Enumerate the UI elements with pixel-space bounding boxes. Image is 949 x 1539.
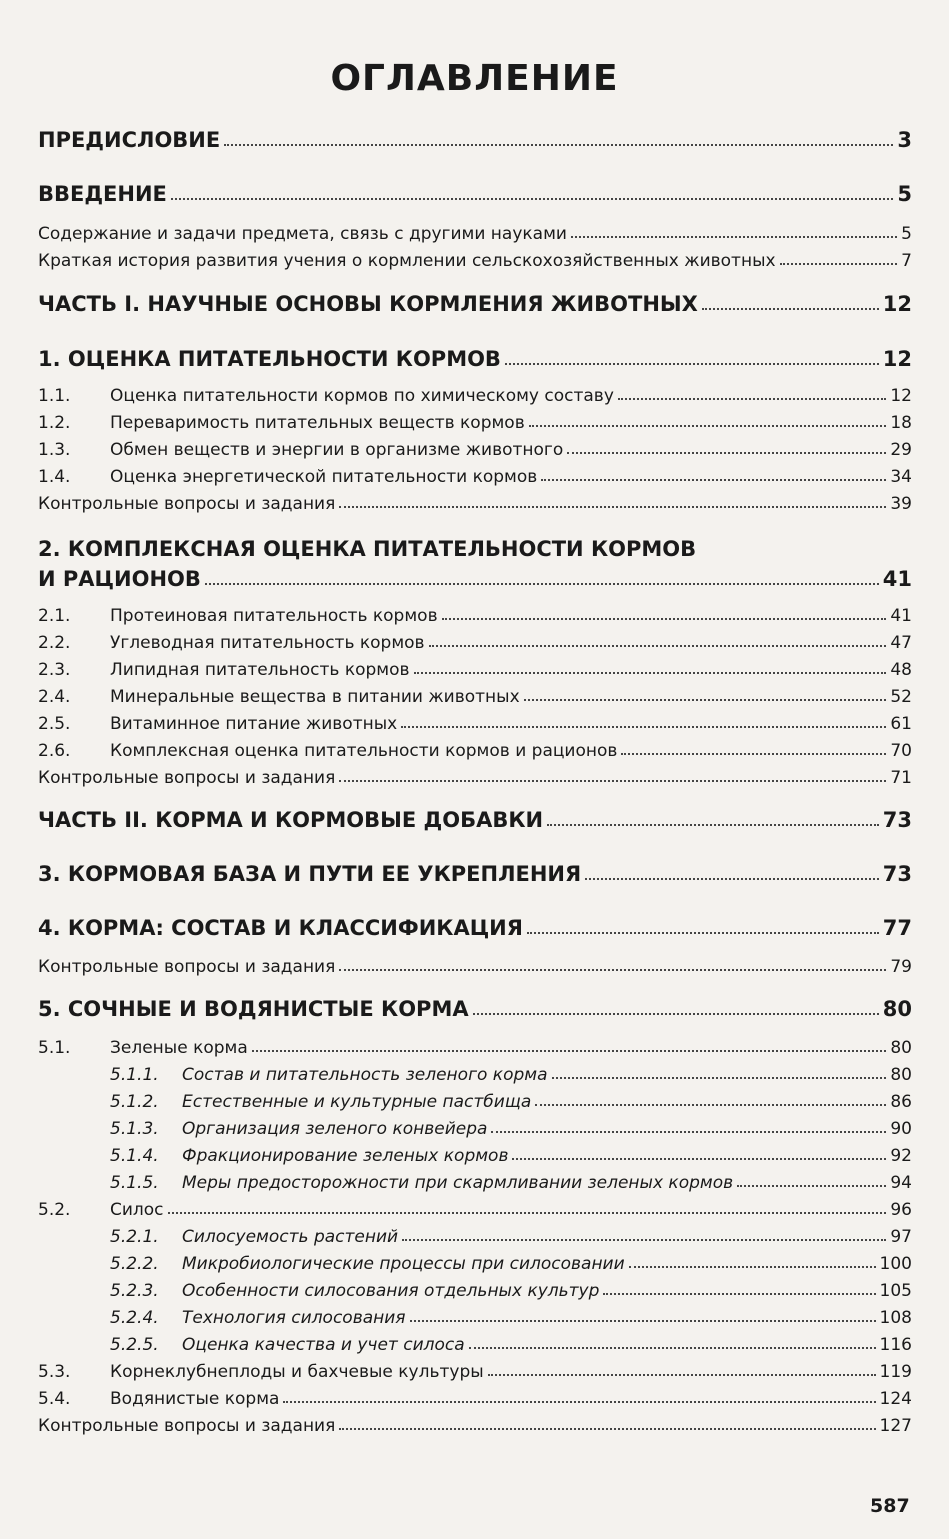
toc-entry-page: 96	[890, 1200, 912, 1220]
toc-entry-number: 2.6.	[38, 741, 71, 761]
toc-entry-page: 29	[890, 440, 912, 460]
toc-entry-title: Краткая история развития учения о кормлении сельскохозяйственных животных	[38, 251, 776, 271]
toc-entry-page: 70	[890, 741, 912, 761]
toc-leader-dots	[702, 308, 879, 310]
toc-entry-page: 77	[882, 916, 912, 940]
toc-entry	[38, 434, 912, 460]
toc-entry	[38, 218, 912, 244]
toc-entry-title: Оценка питательности кормов по химическому составу	[110, 386, 614, 406]
toc-leader-dots	[527, 932, 879, 934]
toc-leader-dots	[571, 236, 897, 238]
toc-entry	[38, 1221, 912, 1247]
toc-entry-title: 3. КОРМОВАЯ БАЗА И ПУТИ ЕЕ УКРЕПЛЕНИЯ	[38, 862, 582, 886]
toc-entry-title: Липидная питательность кормов	[110, 660, 410, 680]
toc-entry-title: Микробиологические процессы при силосовании	[182, 1254, 625, 1274]
toc-entry-title: Зеленые корма	[110, 1038, 248, 1058]
toc-leader-dots	[339, 506, 886, 508]
toc-entry-page: 80	[890, 1038, 912, 1058]
toc-entry	[38, 1167, 912, 1193]
toc-leader-dots	[252, 1050, 887, 1052]
toc-entry-page: 80	[882, 997, 912, 1021]
toc-entry-page: 47	[890, 633, 912, 653]
toc-leader-dots	[171, 198, 893, 200]
toc-entry-title: 1. ОЦЕНКА ПИТАТЕЛЬНОСТИ КОРМОВ	[38, 347, 501, 371]
toc-entry	[38, 708, 912, 734]
toc-entry-page: 12	[882, 292, 912, 316]
toc-leader-dots	[473, 1013, 879, 1015]
toc-entry	[38, 1410, 912, 1436]
toc-entry-title: Содержание и задачи предмета, связь с другими науками	[38, 224, 567, 244]
toc-entry	[38, 126, 912, 152]
toc-entry-title: ПРЕДИСЛОВИЕ	[38, 128, 221, 152]
toc-entry-title: 4. КОРМА: СОСТАВ И КЛАССИФИКАЦИЯ	[38, 916, 523, 940]
toc-entry-page: 80	[890, 1065, 912, 1085]
toc-entry-title: И РАЦИОНОВ	[38, 567, 201, 591]
toc-entry-page: 52	[890, 687, 912, 707]
toc-entry	[38, 600, 912, 626]
toc-entry	[38, 681, 912, 707]
toc-entry-page: 39	[890, 494, 912, 514]
toc-entry-title: Оценка энергетической питательности кормов	[110, 467, 538, 487]
toc-subentry-number: 5.1.1.	[110, 1065, 159, 1085]
toc-subentry-number: 5.1.2.	[110, 1092, 159, 1112]
toc-entry	[38, 180, 912, 206]
toc-subentry-number: 5.2.3.	[110, 1281, 159, 1301]
toc-entry	[38, 1113, 912, 1139]
toc-entry-page: 71	[890, 768, 912, 788]
toc-entry-title: Меры предосторожности при скармливании зеленых кормов	[182, 1173, 734, 1193]
toc-subentry-number: 5.2.1.	[110, 1227, 159, 1247]
toc-entry-title: Контрольные вопросы и задания	[38, 957, 336, 977]
toc-entry	[38, 806, 912, 832]
toc-entry-title: Обмен веществ и энергии в организме животного	[110, 440, 564, 460]
toc-subentry-number: 5.1.4.	[110, 1146, 159, 1166]
toc-leader-dots	[442, 618, 887, 620]
toc-entry-page: 119	[879, 1362, 912, 1382]
toc-entry-title: Состав и питательность зеленого корма	[182, 1065, 548, 1085]
toc-entry-title: Фракционирование зеленых кормов	[182, 1146, 509, 1166]
toc-entry-title: Силосуемость растений	[182, 1227, 399, 1247]
toc-leader-dots	[469, 1347, 876, 1349]
toc-entry-page: 12	[890, 386, 912, 406]
toc-leader-dots	[780, 263, 898, 265]
toc-leader-dots	[491, 1131, 886, 1133]
toc-entry	[38, 461, 912, 487]
toc-entry	[38, 1275, 912, 1301]
toc-entry-page: 5	[901, 224, 912, 244]
toc-leader-dots	[547, 824, 879, 826]
toc-entry-page: 41	[890, 606, 912, 626]
toc-entry-page: 92	[890, 1146, 912, 1166]
toc-entry-title: Водянистые корма	[110, 1389, 280, 1409]
toc-leader-dots	[339, 1428, 875, 1430]
toc-entry	[38, 380, 912, 406]
toc-entry	[38, 762, 912, 788]
toc-subentry-number: 5.2.2.	[110, 1254, 159, 1274]
toc-entry-number: 5.2.	[38, 1200, 71, 1220]
toc-entry-title: 5. СОЧНЫЕ И ВОДЯНИСТЫЕ КОРМА	[38, 997, 469, 1021]
toc-entry	[38, 860, 912, 886]
toc-entry-page: 3	[897, 128, 912, 152]
toc-entry-page: 48	[890, 660, 912, 680]
toc-entry	[38, 290, 912, 316]
toc-leader-dots	[737, 1185, 886, 1187]
toc-leader-dots	[618, 398, 886, 400]
toc-entry	[38, 1248, 912, 1274]
toc-subentry-number: 5.2.4.	[110, 1308, 159, 1328]
toc-entry-title: Протеиновая питательность кормов	[110, 606, 438, 626]
toc-leader-dots	[535, 1104, 886, 1106]
toc-entry-number: 2.4.	[38, 687, 71, 707]
toc-entry-title: Естественные и культурные пастбища	[182, 1092, 532, 1112]
toc-leader-dots	[168, 1212, 887, 1214]
toc-entry-page: 5	[897, 182, 912, 206]
toc-entry-number: 5.1.	[38, 1038, 71, 1058]
toc-entry	[38, 535, 912, 561]
toc-entry	[38, 1086, 912, 1112]
toc-subentry-number: 5.1.5.	[110, 1173, 159, 1193]
toc-entry-title: Комплексная оценка питательности кормов и рационов	[110, 741, 618, 761]
toc-entry	[38, 1383, 912, 1409]
toc-entry	[38, 407, 912, 433]
toc-entry-number: 1.3.	[38, 440, 71, 460]
toc-entry	[38, 245, 912, 271]
toc-entry	[38, 1356, 912, 1382]
toc-leader-dots	[567, 452, 886, 454]
toc-entry	[38, 1059, 912, 1085]
toc-entry	[38, 914, 912, 940]
toc-entry-page: 79	[890, 957, 912, 977]
toc-entry-title: Переваримость питательных веществ кормов	[110, 413, 525, 433]
toc-entry-page: 108	[879, 1308, 912, 1328]
toc-leader-dots	[401, 726, 886, 728]
toc-leader-dots	[603, 1293, 875, 1295]
toc-entry	[38, 1140, 912, 1166]
toc-leader-dots	[402, 1239, 886, 1241]
toc-entry	[38, 1032, 912, 1058]
toc-entry-page: 34	[890, 467, 912, 487]
toc-leader-dots	[552, 1077, 887, 1079]
toc-entry-title: Контрольные вопросы и задания	[38, 768, 336, 788]
toc-entry-title: Организация зеленого конвейера	[182, 1119, 488, 1139]
toc-entry-number: 1.1.	[38, 386, 71, 406]
toc-entry-page: 116	[879, 1335, 912, 1355]
toc-leader-dots	[629, 1266, 876, 1268]
toc-entry-title: Оценка качества и учет силоса	[182, 1335, 465, 1355]
toc-leader-dots	[283, 1401, 875, 1403]
toc-entry-title: Силос	[110, 1200, 164, 1220]
toc-entry-title: Минеральные вещества в питании животных	[110, 687, 520, 707]
toc-entry	[38, 654, 912, 680]
toc-entry-page: 86	[890, 1092, 912, 1112]
toc-entry-page: 105	[879, 1281, 912, 1301]
toc-leader-dots	[512, 1158, 886, 1160]
toc-entry-page: 7	[901, 251, 912, 271]
toc-entry	[38, 488, 912, 514]
toc-leader-dots	[414, 672, 887, 674]
toc-entry-number: 2.2.	[38, 633, 71, 653]
toc-entry-number: 1.4.	[38, 467, 71, 487]
toc-leader-dots	[488, 1374, 876, 1376]
toc-leader-dots	[339, 780, 886, 782]
toc-entry	[38, 1194, 912, 1220]
toc-entry-title: Контрольные вопросы и задания	[38, 494, 336, 514]
toc-leader-dots	[224, 144, 893, 146]
toc-entry-title: Особенности силосования отдельных культур	[182, 1281, 600, 1301]
toc-leader-dots	[524, 699, 887, 701]
toc-leader-dots	[205, 583, 879, 585]
toc-entry-title: ЧАСТЬ II. КОРМА И КОРМОВЫЕ ДОБАВКИ	[38, 808, 544, 832]
toc-entry-number: 1.2.	[38, 413, 71, 433]
toc-entry	[38, 627, 912, 653]
toc-entry-page: 124	[879, 1389, 912, 1409]
toc-entry-title: Корнеклубнеплоды и бахчевые культуры	[110, 1362, 484, 1382]
toc-entry	[38, 735, 912, 761]
toc-leader-dots	[429, 645, 887, 647]
toc-entry-title: 2. КОМПЛЕКСНАЯ ОЦЕНКА ПИТАТЕЛЬНОСТИ КОРМОВ	[38, 537, 697, 561]
toc-entry-title: Контрольные вопросы и задания	[38, 1416, 336, 1436]
toc-entry-number: 2.5.	[38, 714, 71, 734]
toc-entry-number: 2.3.	[38, 660, 71, 680]
toc-subentry-number: 5.2.5.	[110, 1335, 159, 1355]
toc-entry	[38, 345, 912, 371]
toc-entry-page: 100	[879, 1254, 912, 1274]
toc-entry-title: Углеводная питательность кормов	[110, 633, 425, 653]
toc-entry-number: 2.1.	[38, 606, 71, 626]
toc-entry	[38, 565, 912, 591]
toc-subentry-number: 5.1.3.	[110, 1119, 159, 1139]
toc-entry-page: 12	[882, 347, 912, 371]
toc-entry-page: 18	[890, 413, 912, 433]
toc-entry-page: 97	[890, 1227, 912, 1247]
toc-leader-dots	[410, 1320, 876, 1322]
toc-entry-page: 73	[882, 862, 912, 886]
toc-entry-page: 90	[890, 1119, 912, 1139]
toc-leader-dots	[541, 479, 886, 481]
toc-entry	[38, 1329, 912, 1355]
toc-entry-number: 5.4.	[38, 1389, 71, 1409]
toc-title: ОГЛАВЛЕНИЕ	[330, 58, 619, 99]
page-number: 587	[870, 1495, 910, 1517]
toc-leader-dots	[585, 878, 879, 880]
toc-entry-title: ВВЕДЕНИЕ	[38, 182, 167, 206]
toc-entry	[38, 995, 912, 1021]
toc-entry	[38, 951, 912, 977]
toc-entry-page: 41	[882, 567, 912, 591]
toc-entry-page: 127	[879, 1416, 912, 1436]
toc-entry-page: 94	[890, 1173, 912, 1193]
toc-entry-title: Витаминное питание животных	[110, 714, 398, 734]
toc-entry-page: 73	[882, 808, 912, 832]
toc-entry-page: 61	[890, 714, 912, 734]
toc-entry	[38, 1302, 912, 1328]
toc-entry-number: 5.3.	[38, 1362, 71, 1382]
toc-leader-dots	[529, 425, 887, 427]
toc-entry-title: ЧАСТЬ I. НАУЧНЫЕ ОСНОВЫ КОРМЛЕНИЯ ЖИВОТНЫХ	[38, 292, 698, 316]
toc-leader-dots	[339, 969, 886, 971]
toc-leader-dots	[621, 753, 886, 755]
toc-entry-title: Технология силосования	[182, 1308, 406, 1328]
toc-leader-dots	[505, 363, 879, 365]
